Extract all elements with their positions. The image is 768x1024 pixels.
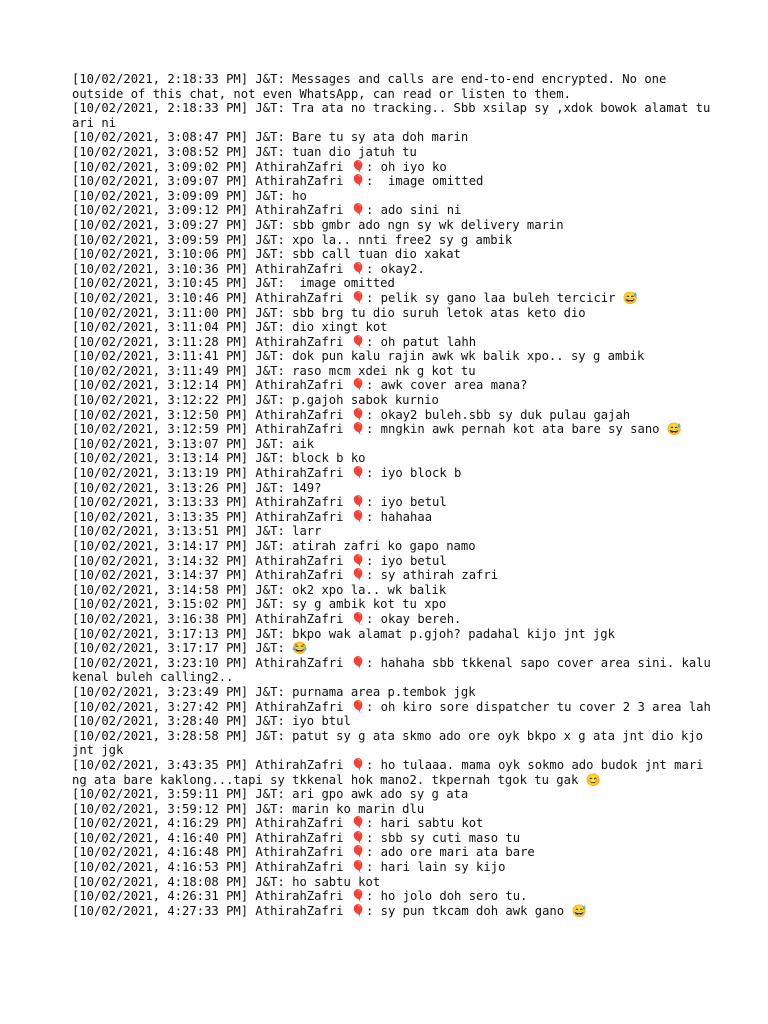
chat-message-line: [10/02/2021, 3:09:27 PM] J&T: sbb gmbr ado ngn sy wk delivery marin xyxy=(72,217,564,232)
chat-message-line: [10/02/2021, 3:13:33 PM] AthirahZafri 🎈: iyo betul xyxy=(72,495,447,510)
chat-message-line: [10/02/2021, 3:13:51 PM] J&T: larr xyxy=(72,524,322,539)
chat-message-line: [10/02/2021, 3:43:35 PM] AthirahZafri 🎈: ho tulaaa. mama oyk sokmo ado budok jnt mari ng ata bare kaklong...tapi sy tkkenal hok mano2. tkpernah tgok tu gak 😊 xyxy=(72,757,711,787)
chat-message-line: [10/02/2021, 3:23:49 PM] J&T: purnama area p.tembok jgk xyxy=(72,684,476,699)
chat-message-line: [10/02/2021, 3:14:32 PM] AthirahZafri 🎈: iyo betul xyxy=(72,553,447,568)
chat-message-line: [10/02/2021, 3:28:58 PM] J&T: patut sy g ata skmo ado ore oyk bkpo x g ata jnt dio kjo jnt jgk xyxy=(72,728,711,758)
chat-message-line: [10/02/2021, 2:18:33 PM] J&T: Messages and calls are end-to-end encrypted. No one outside of this chat, not even WhatsApp, can read or listen to them. xyxy=(72,72,674,101)
chat-log xyxy=(72,72,719,918)
chat-message-line: [10/02/2021, 3:15:02 PM] J&T: sy g ambik kot tu xpo xyxy=(72,597,447,612)
chat-message-line: [10/02/2021, 4:16:53 PM] AthirahZafri 🎈: hari lain sy kijo xyxy=(72,860,506,875)
chat-message-line: [10/02/2021, 3:12:22 PM] J&T: p.gajoh sabok kurnio xyxy=(72,393,439,408)
chat-message-line: [10/02/2021, 3:14:37 PM] AthirahZafri 🎈: sy athirah zafri xyxy=(72,568,499,583)
chat-message-line: [10/02/2021, 3:09:59 PM] J&T: xpo la.. nnti free2 sy g ambik xyxy=(72,232,513,247)
chat-message-line: [10/02/2021, 3:23:10 PM] AthirahZafri 🎈: hahaha sbb tkkenal sapo cover area sini. kalu kenal buleh calling2.. xyxy=(72,655,719,685)
chat-message-line: [10/02/2021, 3:08:47 PM] J&T: Bare tu sy ata doh marin xyxy=(72,130,469,145)
chat-message-line: [10/02/2021, 3:10:45 PM] J&T: image omitted xyxy=(72,276,395,291)
chat-message-line: [10/02/2021, 3:11:49 PM] J&T: raso mcm xdei nk g kot tu xyxy=(72,363,476,378)
chat-message-line: [10/02/2021, 3:12:14 PM] AthirahZafri 🎈: awk cover area mana? xyxy=(72,378,528,393)
chat-message-line: [10/02/2021, 3:09:12 PM] AthirahZafri 🎈: ado sini ni xyxy=(72,203,462,218)
chat-message-line: [10/02/2021, 4:16:48 PM] AthirahZafri 🎈: ado ore mari ata bare xyxy=(72,845,535,860)
chat-message-line: [10/02/2021, 3:11:41 PM] J&T: dok pun kalu rajin awk wk balik xpo.. sy g ambik xyxy=(72,349,645,364)
chat-message-line: [10/02/2021, 4:18:08 PM] J&T: ho sabtu kot xyxy=(72,874,381,889)
chat-message-line: [10/02/2021, 3:17:17 PM] J&T: 😂 xyxy=(72,641,308,656)
chat-message-line: [10/02/2021, 3:10:36 PM] AthirahZafri 🎈: okay2. xyxy=(72,261,425,276)
chat-message-line: [10/02/2021, 2:18:33 PM] J&T: Tra ata no tracking.. Sbb xsilap sy ,xdok bowok alamat tu ari ni xyxy=(72,101,718,130)
chat-message-line: [10/02/2021, 3:08:52 PM] J&T: tuan dio jatuh tu xyxy=(72,144,417,159)
chat-message-line: [10/02/2021, 3:09:09 PM] J&T: ho xyxy=(72,188,307,203)
chat-message-line: [10/02/2021, 3:13:14 PM] J&T: block b ko xyxy=(72,451,366,466)
chat-message-line: [10/02/2021, 3:14:58 PM] J&T: ok2 xpo la.. wk balik xyxy=(72,582,447,597)
chat-message-line: [10/02/2021, 3:16:38 PM] AthirahZafri 🎈: okay bereh. xyxy=(72,611,462,626)
chat-message-line: [10/02/2021, 3:59:11 PM] J&T: ari gpo awk ado sy g ata xyxy=(72,787,469,802)
chat-message-line: [10/02/2021, 4:27:33 PM] AthirahZafri 🎈: sy pun tkcam doh awk gano 😅 xyxy=(72,903,587,918)
chat-message-line: [10/02/2021, 3:13:26 PM] J&T: 149? xyxy=(72,480,322,495)
chat-message-line: [10/02/2021, 4:16:29 PM] AthirahZafri 🎈: hari sabtu kot xyxy=(72,816,484,831)
chat-message-line: [10/02/2021, 3:17:13 PM] J&T: bkpo wak alamat p.gjoh? padahal kijo jnt jgk xyxy=(72,626,615,641)
chat-message-line: [10/02/2021, 3:10:46 PM] AthirahZafri 🎈: pelik sy gano laa buleh tercicir 😅 xyxy=(72,290,638,305)
chat-message-line: [10/02/2021, 3:14:17 PM] J&T: atirah zafri ko gapo namo xyxy=(72,539,476,553)
chat-message-line: [10/02/2021, 3:11:28 PM] AthirahZafri 🎈: oh patut lahh xyxy=(72,334,477,349)
chat-message-line: [10/02/2021, 3:09:07 PM] AthirahZafri 🎈: image omitted xyxy=(72,174,484,189)
chat-message-line: [10/02/2021, 3:13:07 PM] J&T: aik xyxy=(72,436,315,451)
chat-message-line: [10/02/2021, 3:59:12 PM] J&T: marin ko marin dlu xyxy=(72,801,425,816)
chat-message-line: [10/02/2021, 3:13:35 PM] AthirahZafri 🎈: hahahaa xyxy=(72,509,433,524)
chat-message-line: [10/02/2021, 3:28:40 PM] J&T: iyo btul xyxy=(72,714,351,729)
chat-message-line: [10/02/2021, 3:13:19 PM] AthirahZafri 🎈: iyo block b xyxy=(72,466,462,481)
chat-message-line: [10/02/2021, 3:27:42 PM] AthirahZafri 🎈: oh kiro sore dispatcher tu cover 2 3 area lah xyxy=(72,699,711,714)
chat-message-line: [10/02/2021, 3:11:00 PM] J&T: sbb brg tu dio suruh letok atas keto dio xyxy=(72,305,586,320)
chat-message-line: [10/02/2021, 3:11:04 PM] J&T: dio xingt kot xyxy=(72,320,388,335)
chat-message-line: [10/02/2021, 3:10:06 PM] J&T: sbb call tuan dio xakat xyxy=(72,247,461,262)
chat-message-line: [10/02/2021, 3:12:50 PM] AthirahZafri 🎈: okay2 buleh.sbb sy duk pulau gajah xyxy=(72,407,631,422)
chat-message-line: [10/02/2021, 3:09:02 PM] AthirahZafri 🎈: oh iyo ko xyxy=(72,159,447,174)
chat-message-line: [10/02/2021, 4:26:31 PM] AthirahZafri 🎈: ho jolo doh sero tu. xyxy=(72,889,528,904)
chat-message-line: [10/02/2021, 3:12:59 PM] AthirahZafri 🎈: mngkin awk pernah kot ata bare sy sano 😅 xyxy=(72,422,683,437)
chat-message-line: [10/02/2021, 4:16:40 PM] AthirahZafri 🎈: sbb sy cuti maso tu xyxy=(72,830,521,845)
